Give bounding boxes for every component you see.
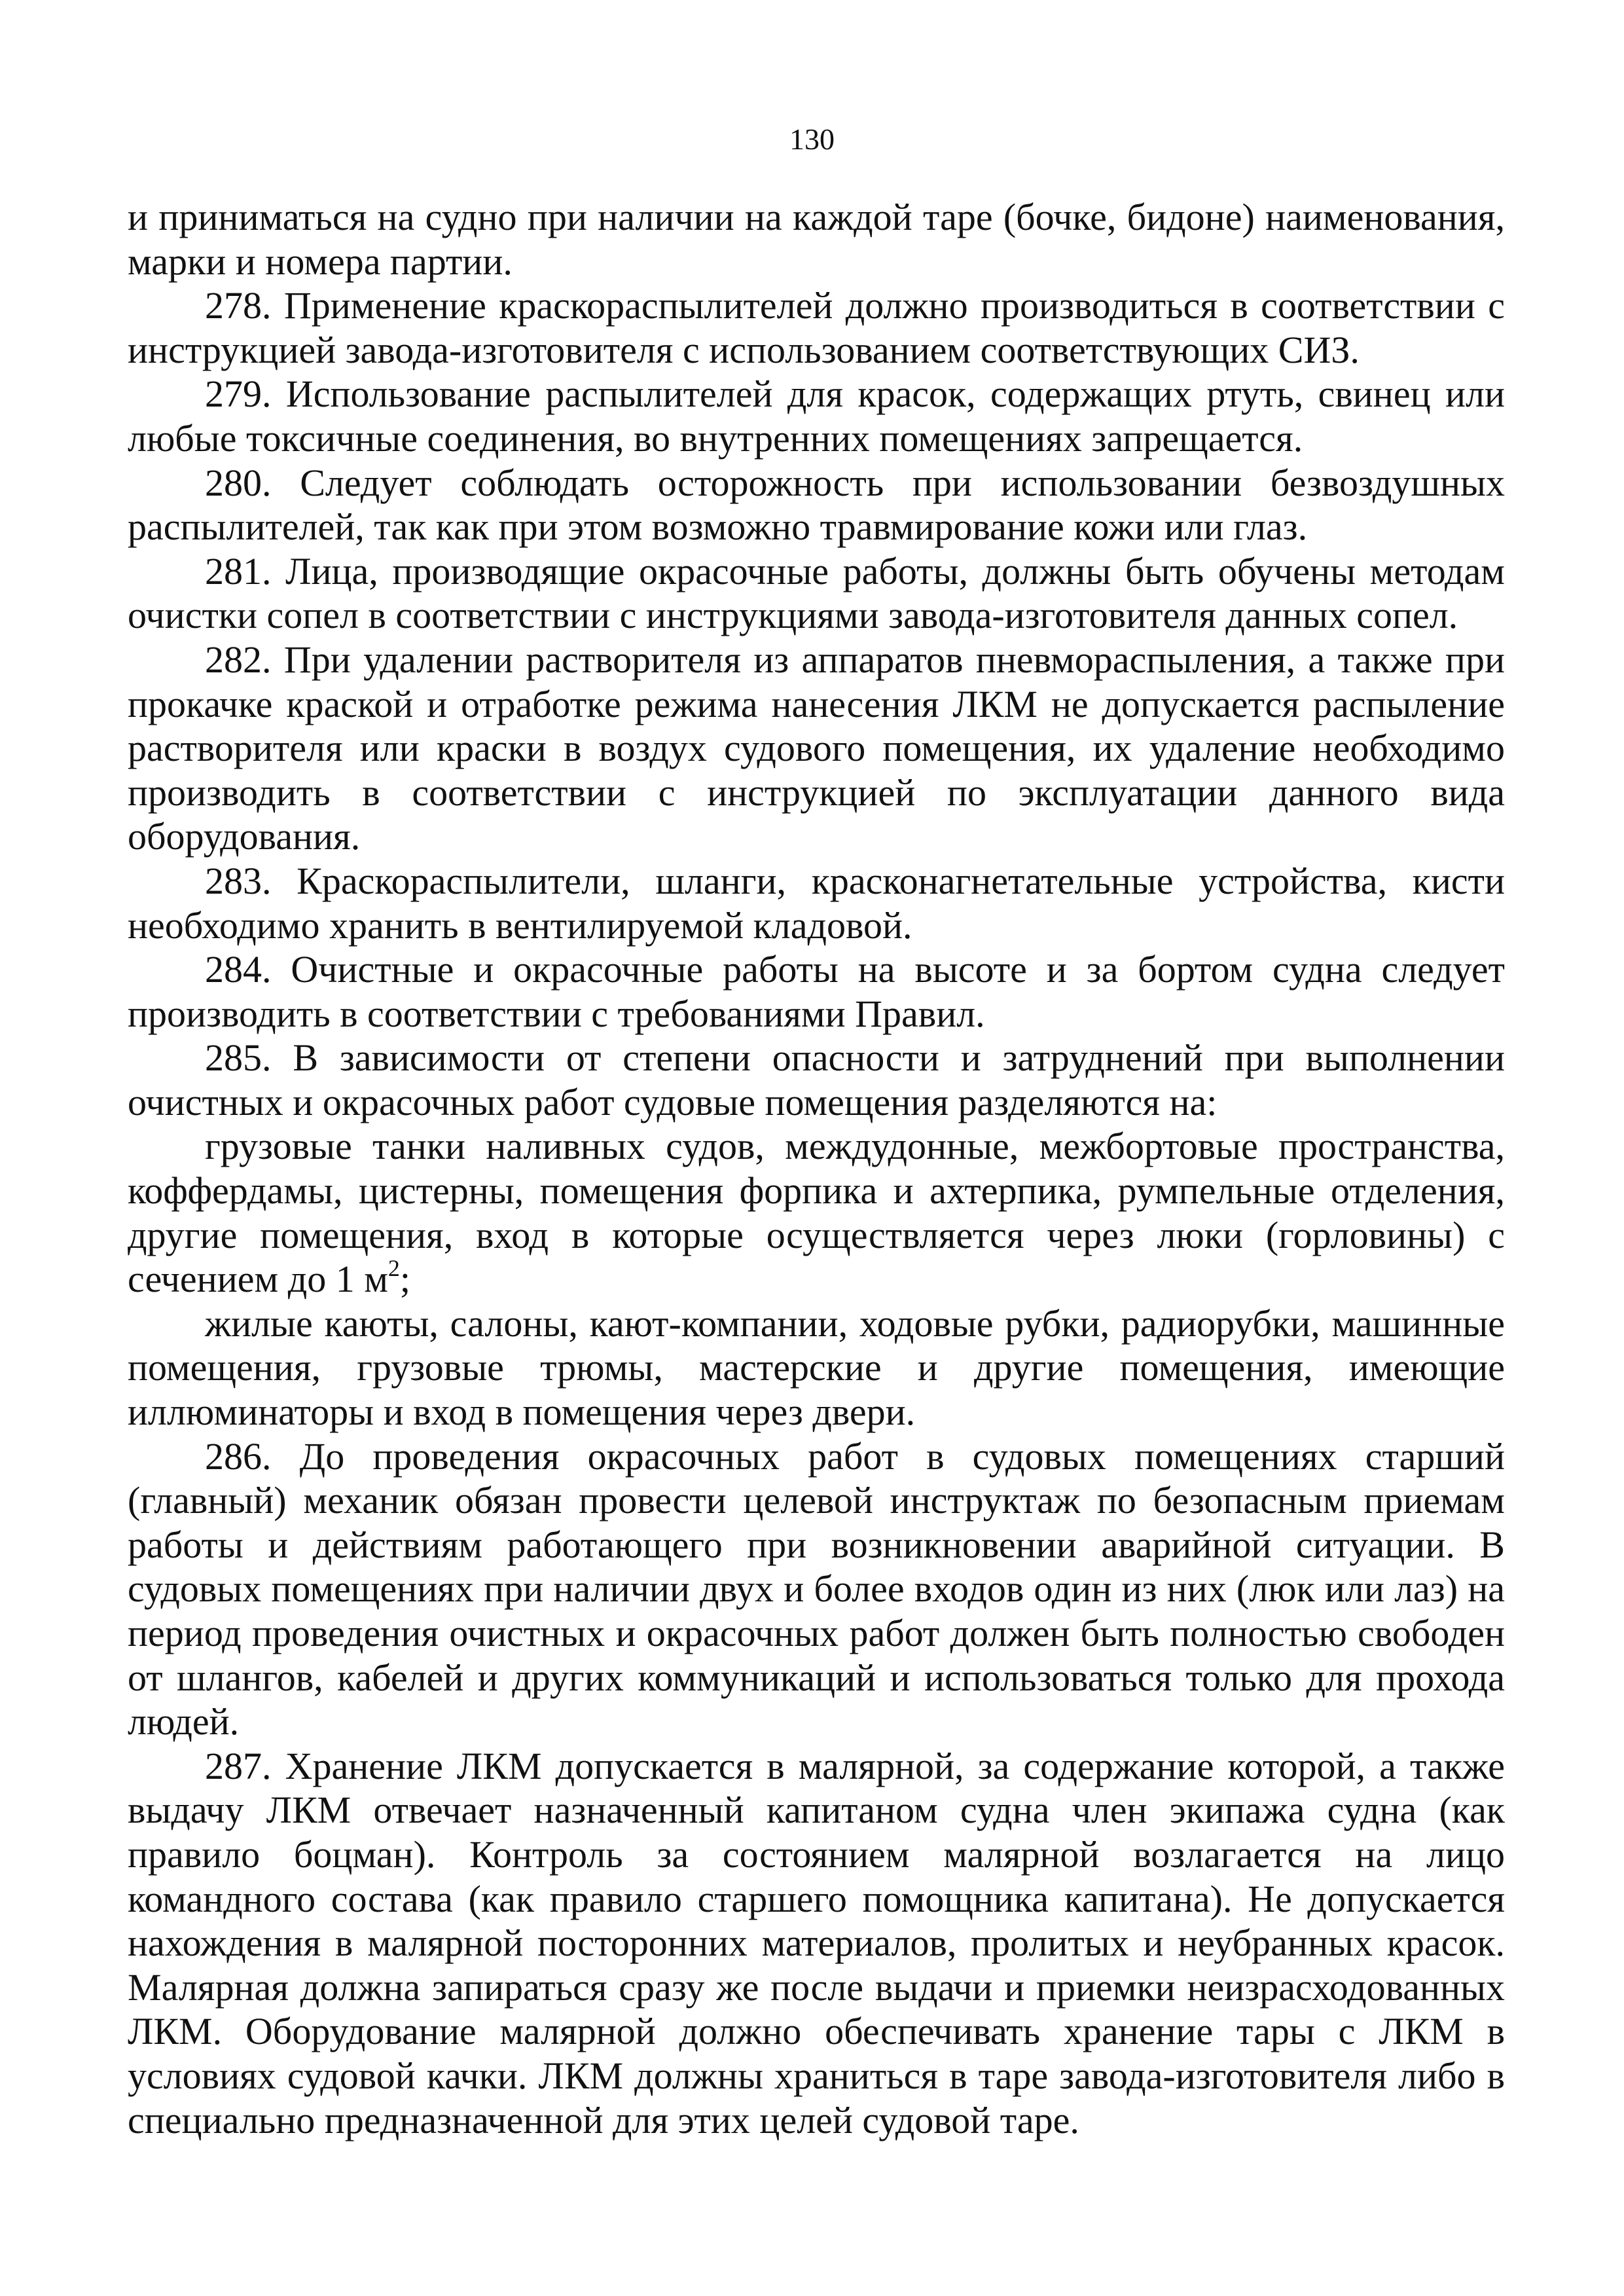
paragraph-continuation: и приниматься на судно при наличии на каждой таре (бочке, бидоне) наименования, марки и номера партии.: [128, 196, 1505, 283]
paragraph-281: 281. Лица, производящие окрасочные работы, должны быть обучены методам очистки сопел в соответствии с инструкциями завода-изготовителя данных сопел.: [128, 549, 1505, 637]
paragraph-278: 278. Применение краскораспылителей должно производиться в соответствии с инструкцией завода-изготовителя с использованием соответствующих СИЗ.: [128, 284, 1505, 371]
paragraph-284: 284. Очистные и окрасочные работы на высоте и за бортом судна следует производить в соответствии с требованиями Правил.: [128, 948, 1505, 1035]
paragraph-285-item-1: [128, 1124, 1505, 1301]
paragraph-287: 287. Хранение ЛКМ допускается в малярной, за содержание которой, а также выдачу ЛКМ отвечает назначенный капитаном судна член экипажа судна (как правило боцман). Контроль за состоянием малярной возлагается на лицо командного состава (как правило старшего помощника капитана). Не допускается нахождения в малярной посторонних материалов, пролитых и неубранных красок. Малярная должна запираться сразу же после выдачи и приемки неизрасходованных ЛКМ. Оборудование малярной должно обеспечивать хранение тары с ЛКМ в условиях судовой качки. ЛКМ должны храниться в таре завода-изготовителя либо в специально предназначенной для этих целей судовой таре.: [128, 1744, 1505, 2141]
paragraph-282: 282. При удалении растворителя из аппаратов пневмораспыления, а также при прокачке краской и отработке режима нанесения ЛКМ не допускается распыление растворителя или краски в воздух судового помещения, их удаление необходимо производить в соответствии с инструкцией по эксплуатации данного вида оборудования.: [128, 638, 1505, 858]
paragraph-280: 280. Следует соблюдать осторожность при использовании безвоздушных распылителей, так как при этом возможно травмирование кожи или глаз.: [128, 461, 1505, 549]
paragraph-285-item-1-text: грузовые танки наливных судов, междудонные, межбортовые пространства, коффердамы, цистерны, помещения форпика и ахтерпика, румпельные отделения, другие помещения, вход в которые осуществляется через люки (горловины) с сечением до 1 м: [128, 1125, 1505, 1301]
paragraph-285: 285. В зависимости от степени опасности и затруднений при выполнении очистных и окрасочных работ судовые помещения разделяются на:: [128, 1036, 1505, 1123]
paragraph-279: 279. Использование распылителей для красок, содержащих ртуть, свинец или любые токсичные соединения, во внутренних помещениях запрещается.: [128, 373, 1505, 460]
paragraph-286: 286. До проведения окрасочных работ в судовых помещениях старший (главный) механик обязан провести целевой инструктаж по безопасным приемам работы и действиям работающего при возникновении аварийной ситуации. В судовых помещениях при наличии двух и более входов один из них (люк или лаз) на период проведения очистных и окрасочных работ должен быть полностью свободен от шлангов, кабелей и других коммуникаций и использоваться только для прохода людей.: [128, 1434, 1505, 1743]
paragraph-285-item-1-suffix: ;: [399, 1258, 411, 1301]
square-meter-exponent: 2: [388, 1255, 400, 1282]
paragraph-283: 283. Краскораспылители, шланги, красконагнетательные устройства, кисти необходимо хранить в вентилируемой кладовой.: [128, 859, 1505, 947]
document-body: [128, 195, 1505, 2142]
paragraph-285-item-2: жилые каюты, салоны, кают-компании, ходовые рубки, радиорубки, машинные помещения, грузовые трюмы, мастерские и другие помещения, имеющие иллюминаторы и вход в помещения через двери.: [128, 1302, 1505, 1434]
page-number: 130: [789, 122, 835, 156]
